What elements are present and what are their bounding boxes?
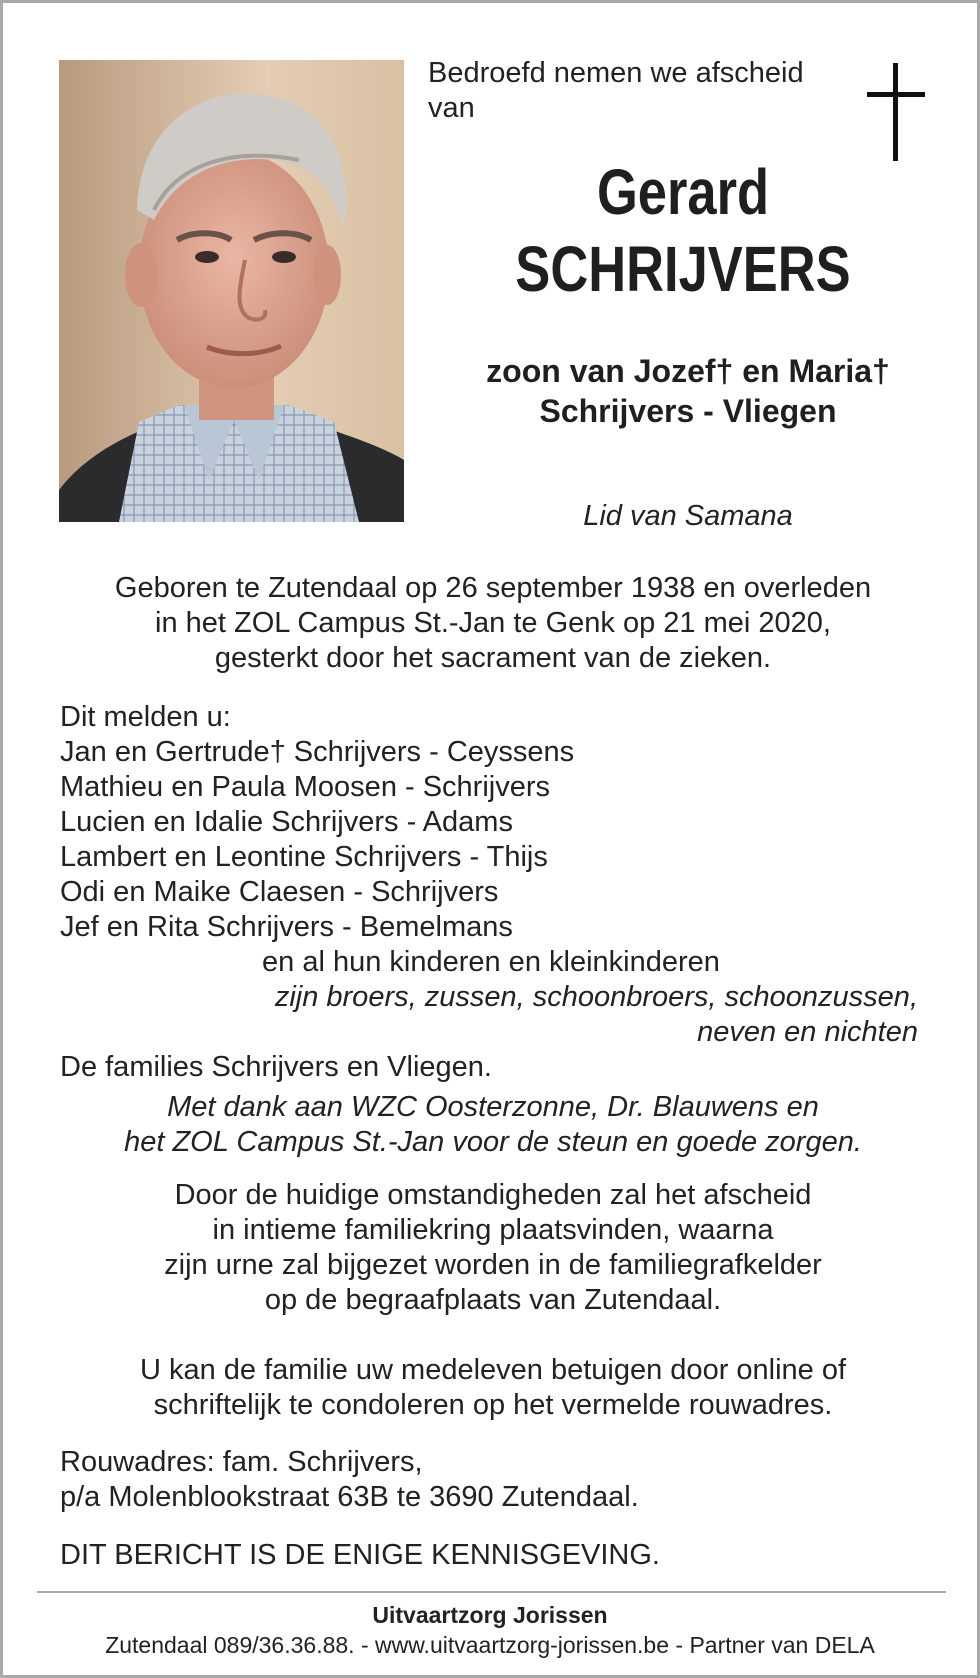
mourners-list xyxy=(60,700,930,1085)
ceremony-line: in intieme familiekring plaatsvinden, waarna xyxy=(212,1214,774,1246)
siblings-line: neven en nichten xyxy=(697,1016,918,1048)
mourner-family: Mathieu en Paula Moosen - Schrijvers xyxy=(60,771,551,803)
thanks-text xyxy=(43,1090,943,1160)
deceased-first-name: Gerard xyxy=(596,156,770,228)
birth-death-line: in het ZOL Campus St.-Jan te Genk op 21 mei 2020, xyxy=(155,607,831,639)
intro-line: Bedroefd nemen we afscheid xyxy=(428,57,804,89)
membership-text: Lid van Samana xyxy=(583,500,793,532)
parents-line: Schrijvers - Vliegen xyxy=(539,393,837,429)
mourner-family: Jef en Rita Schrijvers - Bemelmans xyxy=(60,911,513,943)
mourner-family: Odi en Maike Claesen - Schrijvers xyxy=(60,876,499,908)
ceremony-line: Door de huidige omstandigheden zal het afscheid xyxy=(174,1179,812,1211)
condolence-line: schriftelijk te condoleren op het vermelde rouwadres. xyxy=(153,1389,833,1421)
mourner-family: Lucien en Idalie Schrijvers - Adams xyxy=(60,806,513,838)
address-line: p/a Molenblookstraat 63B te 3690 Zutendaal. xyxy=(60,1481,639,1513)
mourner-family: Jan en Gertrude† Schrijvers - Ceyssens xyxy=(60,736,575,768)
birth-death-line: gesterkt door het sacrament van de zieken. xyxy=(214,642,772,674)
siblings-line: zijn broers, zussen, schoonbroers, schoonzussen, xyxy=(274,981,918,1013)
ceremony-line: op de begraafplaats van Zutendaal. xyxy=(264,1284,722,1316)
portrait-photo xyxy=(59,60,404,522)
ceremony-line: zijn urne zal bijgezet worden in de familiegrafkelder xyxy=(164,1249,822,1281)
thanks-line: Met dank aan WZC Oosterzonne, Dr. Blauwens en xyxy=(167,1091,819,1123)
intro-text xyxy=(428,56,868,126)
birth-death-line: Geboren te Zutendaal op 26 september 1938 en overleden xyxy=(114,572,872,604)
mourners-heading: Dit melden u: xyxy=(60,701,231,733)
mourning-address xyxy=(60,1445,930,1515)
cross-icon xyxy=(867,63,925,161)
children-line: en al hun kinderen en kleinkinderen xyxy=(262,946,720,978)
parents-text xyxy=(423,351,953,431)
intro-line: van xyxy=(428,92,475,124)
footer-divider xyxy=(37,1591,946,1593)
portrait-illustration xyxy=(59,60,404,522)
deceased-last-name: SCHRIJVERS xyxy=(515,233,851,305)
parents-line: zoon van Jozef† en Maria† xyxy=(486,353,890,389)
mourner-family: Lambert en Leontine Schrijvers - Thijs xyxy=(60,841,548,873)
families-line: De families Schrijvers en Vliegen. xyxy=(60,1051,492,1083)
address-line: Rouwadres: fam. Schrijvers, xyxy=(60,1446,423,1478)
condolence-text xyxy=(43,1353,943,1423)
condolence-line: U kan de familie uw medeleven betuigen door online of xyxy=(139,1354,847,1386)
notice-text: DIT BERICHT IS DE ENIGE KENNISGEVING. xyxy=(60,1539,660,1571)
birth-death-text xyxy=(43,571,943,676)
funeral-home-info: Zutendaal 089/36.36.88. - www.uitvaartzorg-jorissen.be - Partner van DELA xyxy=(105,1632,875,1658)
thanks-line: het ZOL Campus St.-Jan voor de steun en goede zorgen. xyxy=(124,1126,862,1158)
funeral-home-name: Uitvaartzorg Jorissen xyxy=(372,1602,608,1628)
ceremony-text xyxy=(43,1178,943,1318)
